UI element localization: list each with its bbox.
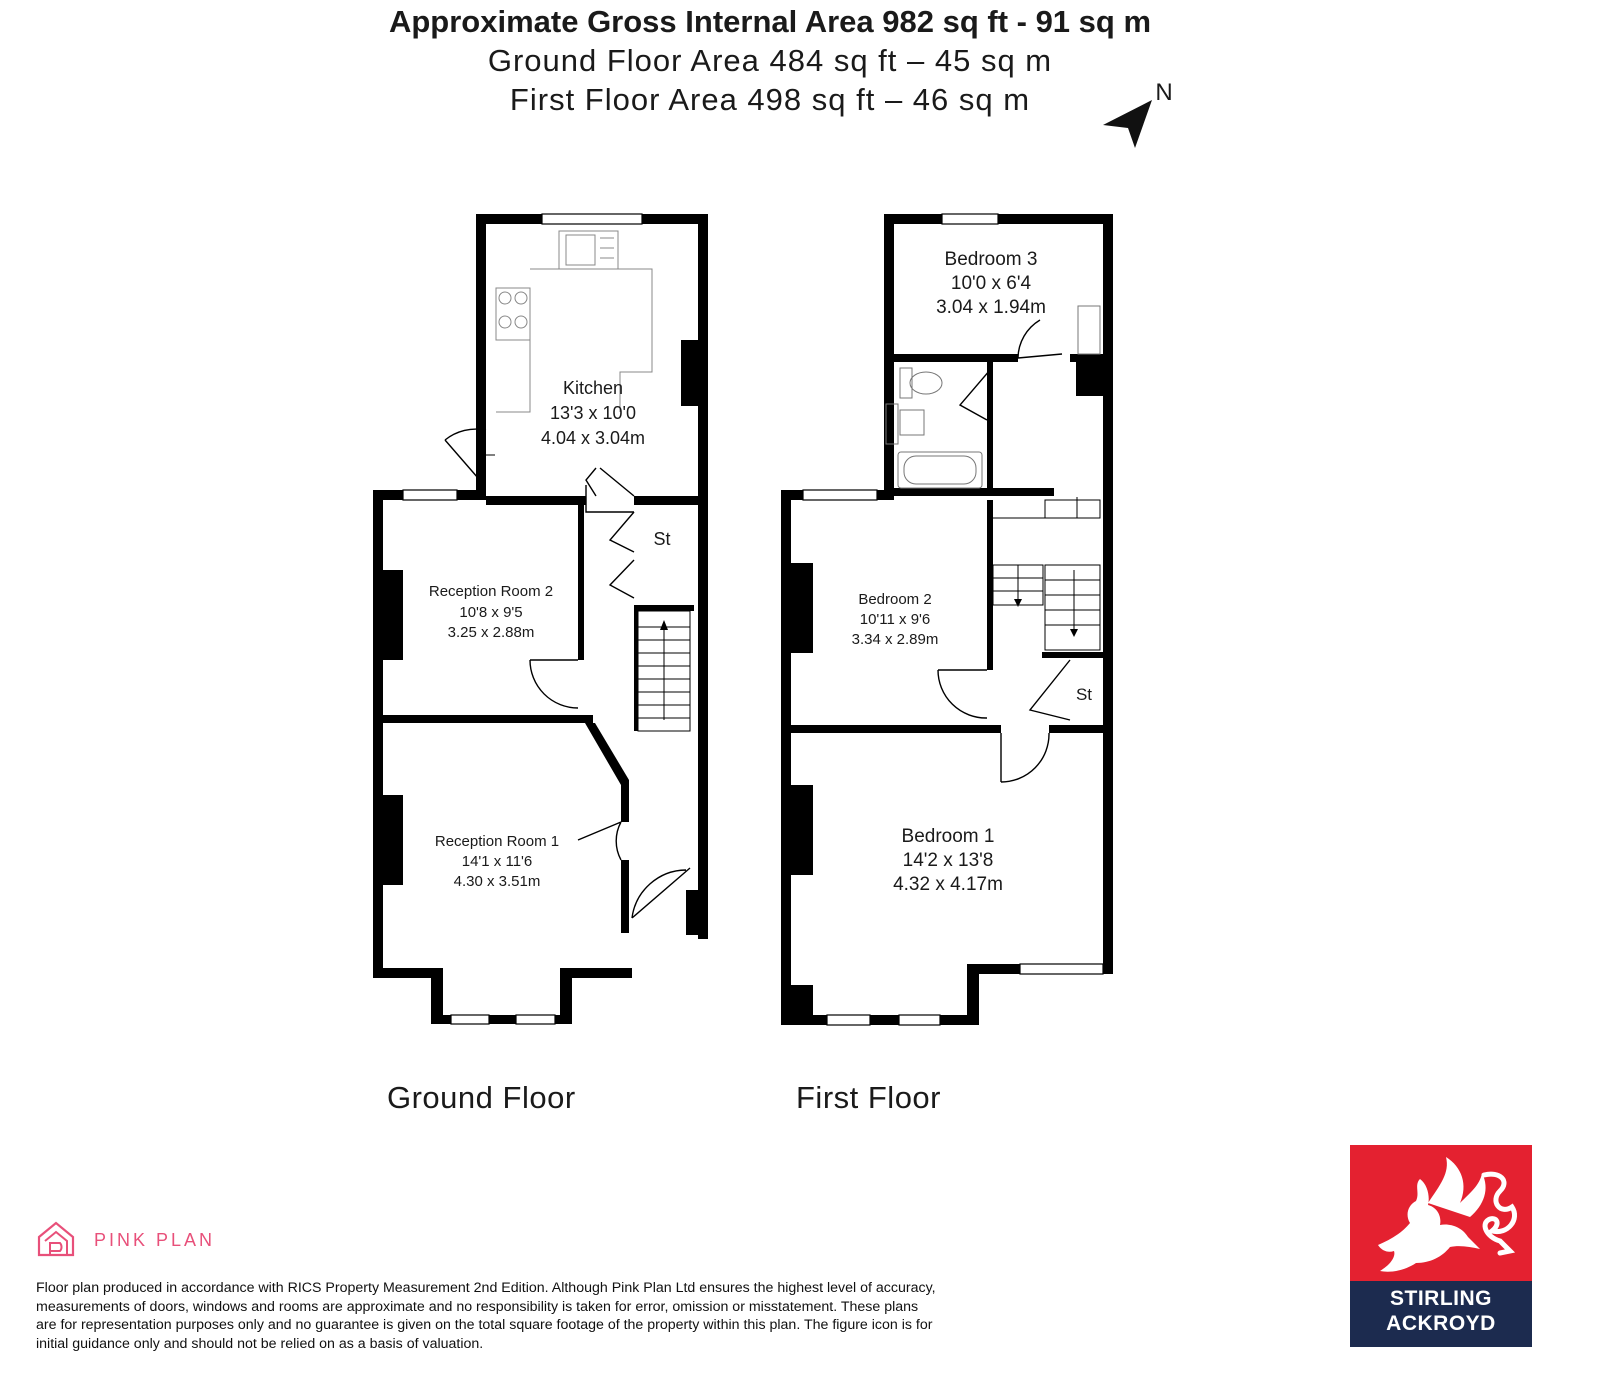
agent-logo-navy-panel [1350,1281,1532,1347]
first-walls [781,214,1113,1025]
reception-2-imperial: 10'8 x 9'5 [459,604,523,621]
ground-store-label: St [653,529,671,549]
first-floor-label: First Floor [796,1080,941,1115]
ground-floor-plan [373,214,708,1024]
bedroom-1-imperial: 14'2 x 13'8 [902,850,994,871]
kitchen-name: Kitchen [562,378,624,398]
kitchen-metric: 4.04 x 3.04m [540,428,646,448]
reception-1-metric: 4.30 x 3.51m [453,873,541,890]
bedroom-2-name: Bedroom 2 [858,591,932,608]
gross-area-title: Approximate Gross Internal Area 982 sq ft - 91 sq m [388,4,1152,39]
bedroom-2-imperial: 10'11 x 9'6 [859,611,931,628]
stirling-ackroyd-logo [1350,1145,1532,1347]
pink-plan-logo-icon [36,1219,76,1259]
ground-floor-area: Ground Floor Area 484 sq ft – 45 sq m [487,43,1053,78]
first-windows [803,214,1103,1025]
bedroom-2-metric: 3.34 x 2.89m [851,631,939,648]
pink-plan-brand: PINK PLAN [94,1230,216,1250]
agent-name-line1: STIRLING [1390,1287,1492,1310]
kitchen-imperial: 13'3 x 10'0 [550,403,636,423]
reception-2-metric: 3.25 x 2.88m [447,624,535,641]
reception-1-imperial: 14'1 x 11'6 [461,853,533,870]
griffin-icon [1350,1145,1532,1281]
agent-logo-red-panel [1350,1145,1532,1281]
reception-2-name: Reception Room 2 [428,583,554,600]
north-compass-icon [1103,79,1173,148]
first-floor-plan [781,214,1113,1025]
bedroom-3-name: Bedroom 3 [944,249,1038,270]
disclaimer-text: Floor plan produced in accordance with RICS Property Measurement 2nd Edition. Although Pink Plan Ltd ensures the highest level of accuracy, measurements of doors, windows and rooms are approximate and no responsibility is taken for error, omission or misstatement. These plans are for representation purposes only and no guarantee is given on the total square footage of the property within this plan. The figure icon is for initial guidance only and should not be relied on as a basis of valuation. [36,1280,936,1352]
ground-walls [373,214,708,1024]
compass-north-label: N [1155,79,1173,106]
ground-floor-label: Ground Floor [387,1080,576,1115]
first-doors [938,320,1070,782]
bedroom-1-metric: 4.32 x 4.17m [893,874,1003,895]
bedroom-3-metric: 3.04 x 1.94m [936,297,1046,318]
bedroom-3-imperial: 10'0 x 6'4 [950,273,1032,294]
first-store-label: St [1075,685,1093,704]
agent-name-line2: ACKROYD [1386,1312,1496,1335]
reception-1-name: Reception Room 1 [434,833,560,850]
bedroom-1-name: Bedroom 1 [901,826,995,847]
first-floor-area: First Floor Area 498 sq ft – 46 sq m [509,82,1031,117]
first-stairs [993,497,1100,650]
